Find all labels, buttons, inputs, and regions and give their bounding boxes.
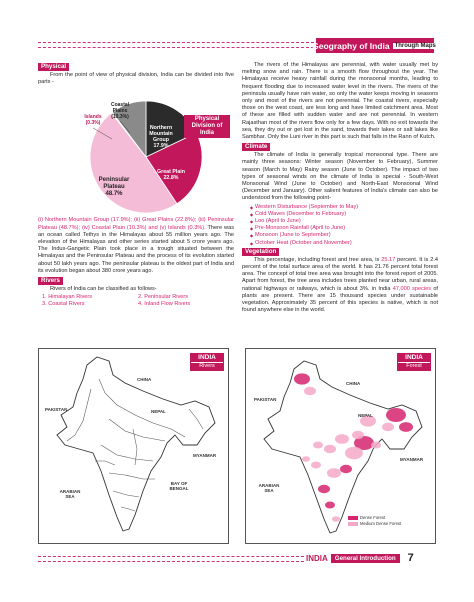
header-title: Geography of India [312,40,390,51]
medium-forest-patch [302,456,310,462]
label-peninsular-2: Plateau [103,184,125,191]
dense-forest-patch [399,422,413,432]
medium-forest-patch [324,445,336,453]
map-label-nepal: NEPAL [358,413,373,418]
climate-feature-item: ◆ Cold Waves (December to February) [250,211,438,218]
legend-item-medium: Medium Dense Forest [348,521,401,527]
header-rule-bottom [38,47,314,48]
dense-forest-patch [386,408,406,422]
forest-map-svg [246,349,435,543]
india-forest-map [245,348,436,544]
legend-swatch-medium [348,522,358,526]
forest-percent: 25.17 [381,256,396,263]
river-type-item: 2. Peninsular Rivers [138,294,189,301]
dense-forest-patch [340,465,352,473]
right-column [242,62,438,316]
climate-feature-item: ◆ Monsoon (June to September) [250,232,438,239]
medium-forest-patch [311,462,321,469]
climate-feature-item: ◆ Loo (April to June) [250,218,438,225]
rivers-intro: Rivers of India can be classified as follows- [50,286,157,293]
medium-forest-patch [371,442,381,449]
map-label-myanmar: MYANMAR [193,453,217,458]
river-type-item: 1. Himalayan Rivers [42,294,93,301]
medium-forest-patch [304,387,316,395]
map-label-china: CHINA [346,381,361,386]
medium-forest-patch [345,447,363,460]
label-north-4: 17.9% [153,143,169,150]
legend-swatch-dense [348,516,358,520]
dense-forest-patch [325,502,335,509]
medium-forest-patch [332,516,340,522]
header-title-bar [312,38,436,53]
header-rule-top [38,42,314,43]
climate-paragraph: The climate of India is generally tropical monsoonal type. There are mainly three seasons: Winter season (November to February), Summer season (March to May) Rainy season (June to October). The impact of two types of seasonal winds on the climate of India is special - South-West Monsoonal Wind (June to October) and North-East Monsoonal Wind (December and January). Other salient features of India's climate can also be understood from the following point- [242,152,438,202]
vegetation-paragraph: This percentage, including forest and tree area, is 25.17 percent. It is 2.4 percent of the total surface area of the world. It has 21.76 percent total forest area. The concept of total tree area was brought into the forest report of 2005. Apart from forest, the tree area includes trees planted near urban, rural areas, national highways or railways, which is about 3%. in India 47,000 species of plants are present. There are 15 thousand species under sustainable vegetation. Approximately 35 percent of this species is native, which is not found anywhere else in the world. [242,256,438,314]
climate-features-list [250,204,438,247]
climate-heading: Climate [242,143,270,151]
label-islands-2: (0.3%) [85,120,101,127]
rivers-map-svg [39,349,228,543]
map-label-china: CHINA [137,377,152,382]
river-type-item: 4. Inland Flow Rivers [138,301,191,308]
climate-feature-item: ◆ Western Disturbance (September to May) [250,204,438,211]
label-north-2: Mountain [149,131,173,138]
label-peninsular-1: Peninsular [98,177,130,184]
forest-legend [348,515,401,527]
medium-forest-patch [313,442,323,449]
label-coastal-3: (10.3%) [111,114,129,121]
label-peninsular-3: 48.7% [105,191,123,198]
dense-forest-patch [318,485,330,493]
label-north-3: Group [153,137,169,144]
climate-feature-item: ◆ October Heat (October and November) [250,240,438,247]
climate-feature-item: ◆ Pre-Monsoon Rainfall (April to June) [250,225,438,232]
physical-division-chart [38,87,234,217]
footer-country: INDIA [306,553,328,563]
physical-intro: From the point of view of physical division, India can be divided into five parts - [38,72,234,86]
footer-rule-top [38,556,304,557]
label-islands-1: Islands [84,114,102,121]
vegetation-heading: Vegetation [242,248,279,256]
footer-rule-bottom [38,561,304,562]
label-coastal-1: Coastal [110,102,130,109]
india-rivers-map [38,348,229,544]
tethys-paragraph: There was an ocean called Tethys in the Himalayas about 55 million years ago. The elevation of the Himalayas and other series started about 5 crore years ago. The Indus-Gangetic Plain took place in a trough situated between the Himalayas and the Peninsular Plateau and the process of its evolution started about 50 lakh years ago. The peninsular plateau is the oldest part of India and its evolution began about 380 crore years ago. [38,224,234,274]
legend-item-dense: Dense Forest [348,515,401,521]
physical-legend-line: (i) Northern Mountain Group (17.9%); (ii) Great Plains (22.8%); (iii) Peninsular Plateau (48.7%); (iv) Coastal Plain (10.3%) and (v) Islands (0.3%). There was an ocean called Tethys in the Himalayas about 55 million years ago. The elevation of the Himalayas and other series started about 5 crore years ago. The Indus-Gangetic Plain took place in a trough situated between the Himalayas and the Peninsular Plateau and the process of its evolution started about 50 lakh years ago. The peninsular plateau is the oldest part of India and its evolution began about 380 crore years ago. [38,217,234,274]
map-label-arabian-sea: ARABIAN SEA [258,483,280,493]
label-great-1: Great Plain [157,169,185,176]
dense-forest-patch [294,373,310,384]
map-label-nepal: NEPAL [151,409,166,414]
chart-title-tag: Physical Division of India [184,115,230,138]
page-number: 7 [407,552,414,564]
rivers-map-tag: INDIA Rivers [190,353,224,371]
label-great-2: 22.8% [163,175,179,182]
species-count: 47,000 species [392,285,432,292]
label-north-1: Northern [149,125,173,132]
header-subtitle: Through Maps [394,42,436,49]
physical-heading: Physical [38,63,69,71]
medium-forest-patch [335,434,349,444]
medium-forest-patch [352,431,364,439]
map-label-pakistan: PAKISTAN [45,407,68,412]
medium-forest-patch [382,423,394,431]
map-label-pakistan: PAKISTAN [254,397,277,402]
map-label-myanmar: MYANMAR [400,457,424,462]
river-type-item: 3. Coastal Rivers [42,301,85,308]
footer-bar [306,551,414,565]
india-outline [264,361,422,533]
rivers-classification-list [42,294,234,308]
rivers-heading: Rivers [38,277,63,285]
left-column [38,62,234,309]
pie-chart-svg [38,87,234,217]
map-label-arabian-sea: ARABIAN SEA [59,489,81,499]
forest-map-tag: INDIA Forest [397,353,431,371]
map-label-bay-of-bengal: BAY OF BENGAL [169,481,189,491]
medium-forest-patch [327,468,341,478]
rivers-paragraph: The rivers of the Himalayas are perennial, with water usually met by melting snow and rain. There is a smooth flow throughout the year. The Himalayas receive heavy rainfall during the monsoonal months, leading to frequent flooding due to increased water level in the rivers. The rivers of the peninsula usually have rain water, so only the water keeps moving in seasons only and most of the rivers are not perennial. The coastal rivers, especially those on the west coast, are less long and have limited catchment area. Most of these are filled with sudden water and are not perennial. In western Rajasthan most of the rivers flow only for a few days. With no exit towards the sea, they dry out or get lost in the sand, towards their lakes or salt lakes like Sambhar. Only the Luni river in this part is such that falls in the Rann of Kutch. [242,62,438,141]
footer-section: General Introduction [331,554,400,563]
label-coastal-2: Plains [112,108,128,115]
